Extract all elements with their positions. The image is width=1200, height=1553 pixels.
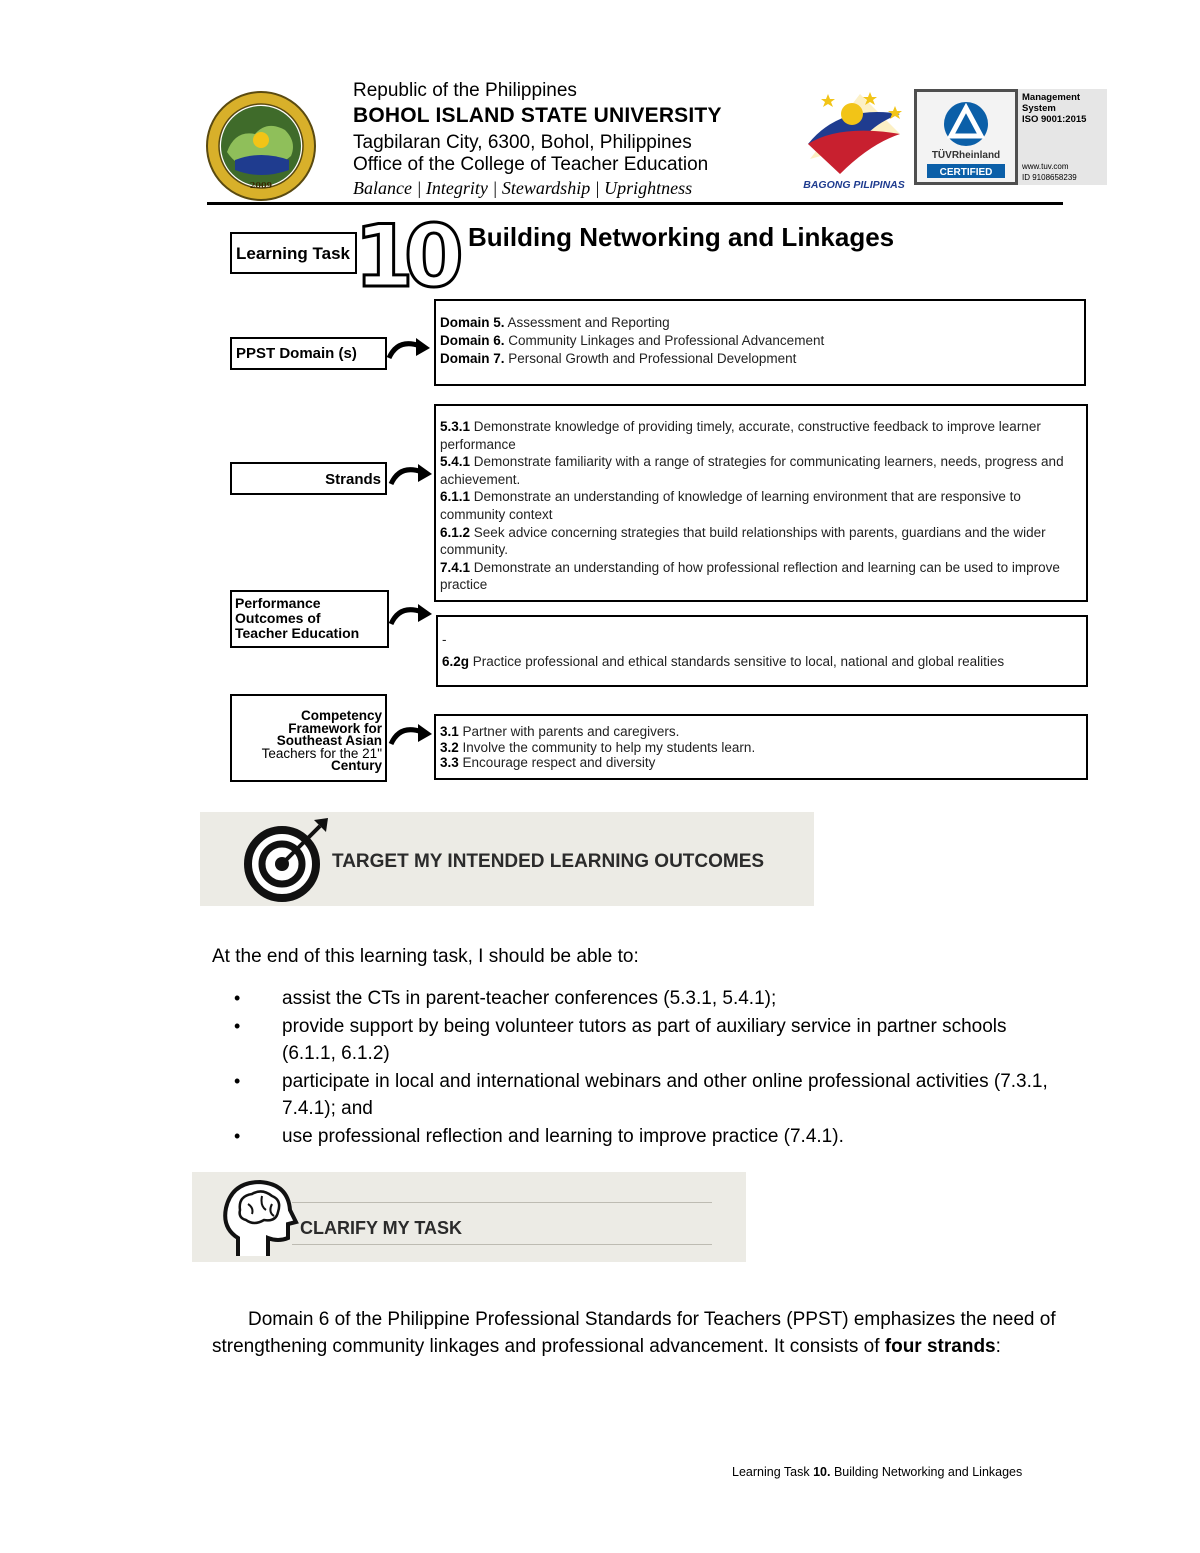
list-item: • participate in local and international webinars and other online professional activities (7.3.1, 7.4.1); and bbox=[232, 1068, 1062, 1122]
task-number-graphic bbox=[350, 214, 470, 294]
clarify-banner bbox=[192, 1172, 746, 1262]
clarify-banner-title: CLARIFY MY TASK bbox=[300, 1218, 463, 1238]
tuv-certification-badge bbox=[914, 89, 1018, 185]
competency-item: 3.2 Involve the community to help my students learn. bbox=[440, 739, 756, 755]
label-line: Framework for bbox=[288, 720, 382, 736]
label-line: Teacher Education bbox=[235, 625, 360, 641]
label-line: Competency bbox=[300, 708, 382, 723]
university-motto: Balance | Integrity | Stewardship | Uprightness bbox=[353, 178, 693, 198]
intro-text: At the end of this learning task, I should be able to: bbox=[212, 946, 639, 967]
curved-arrow-icon bbox=[388, 720, 434, 752]
label-line: Outcomes of bbox=[235, 610, 321, 626]
curved-arrow-icon bbox=[388, 460, 434, 492]
label-line: Southeast Asian bbox=[276, 733, 382, 748]
target-icon bbox=[242, 816, 332, 902]
university-address: Tagbilaran City, 6300, Bohol, Philippines bbox=[353, 132, 692, 153]
outcome-dash: - bbox=[442, 632, 447, 647]
management-system-panel bbox=[1018, 89, 1107, 185]
domain-paragraph: Domain 6 of the Philippine Professional Standards for Teachers (PPST) emphasizes the need of strengthening community linkages and professional advancement. It consists of four strands: bbox=[212, 1309, 1056, 1357]
tuv-triangle-icon bbox=[917, 92, 1015, 182]
strands-box bbox=[434, 404, 1088, 602]
curved-arrow-icon bbox=[386, 334, 432, 366]
mgmt-id: ID 9108658239 bbox=[1022, 173, 1077, 182]
ppst-domains-box bbox=[434, 299, 1086, 386]
mgmt-line: ISO 9001:2015 bbox=[1022, 114, 1087, 125]
page-footer: Learning Task 10. Building Networking and Linkages bbox=[732, 1465, 1023, 1479]
task-title: Building Networking and Linkages bbox=[468, 222, 895, 252]
list-item: • assist the CTs in parent-teacher conferences (5.3.1, 5.4.1); bbox=[232, 985, 1062, 1012]
head-brain-icon bbox=[218, 1176, 300, 1260]
label-line: Century bbox=[330, 758, 382, 773]
competency-item: 3.1 Partner with parents and caregivers. bbox=[440, 724, 680, 739]
target-banner-title: TARGET MY INTENDED LEARNING OUTCOMES bbox=[332, 851, 765, 872]
strand-item: 5.4.1 Demonstrate familiarity with a range of strategies for communicating learners, needs, progress and achievement. bbox=[440, 454, 1064, 487]
mgmt-line: Management bbox=[1022, 92, 1081, 103]
ppst-domain-item: Domain 5. Assessment and Reporting bbox=[440, 315, 670, 330]
strand-item: 7.4.1 Demonstrate an understanding of how professional reflection and learning can be used to improve practice bbox=[440, 559, 1060, 593]
ppst-domain-label: PPST Domain (s) bbox=[230, 337, 387, 370]
tuv-brand: TÜVRheinland bbox=[931, 150, 1001, 161]
list-item: • provide support by being volunteer tutors as part of auxiliary service in partner schools (6.1.1, 6.1.2) bbox=[232, 1013, 1062, 1067]
republic-text: Republic of the Philippines bbox=[353, 80, 577, 101]
label-line: Performance bbox=[235, 595, 321, 611]
performance-outcomes-label bbox=[230, 590, 389, 648]
university-name: BOHOL ISLAND STATE UNIVERSITY bbox=[353, 104, 722, 127]
seal-year: 2009 bbox=[249, 180, 273, 190]
bagong-pilipinas-text: BAGONG PILIPINAS bbox=[803, 179, 905, 191]
mgmt-url: www.tuv.com bbox=[1022, 162, 1069, 171]
competency-item: 3.3 Encourage respect and diversity bbox=[440, 755, 656, 770]
mgmt-line: System bbox=[1022, 103, 1056, 114]
bagong-pilipinas-logo bbox=[800, 84, 912, 194]
competency-framework-label bbox=[230, 694, 387, 782]
task-number: 10 bbox=[354, 214, 454, 294]
ppst-domain-item: Domain 7. Personal Growth and Professional Development bbox=[440, 351, 797, 366]
label-line: Teachers for the 21" bbox=[261, 745, 382, 761]
strands-label: Strands bbox=[230, 462, 387, 495]
header-divider bbox=[207, 202, 1063, 205]
office-name: Office of the College of Teacher Education bbox=[353, 154, 709, 175]
performance-outcome-box bbox=[436, 615, 1088, 687]
strand-item: 5.3.1 Demonstrate knowledge of providing timely, accurate, constructive feedback to improve learner performance bbox=[440, 419, 1041, 452]
learning-outcomes-list bbox=[232, 985, 1062, 1151]
strand-item: 6.1.2 Seek advice concerning strategies that build relationships with parents, guardians and the wider community. bbox=[440, 524, 1046, 558]
list-item: • use professional reflection and learning to improve practice (7.4.1). bbox=[232, 1123, 1062, 1150]
learning-task-label: Learning Task bbox=[230, 232, 357, 274]
ppst-domain-item: Domain 6. Community Linkages and Professional Advancement bbox=[440, 333, 825, 348]
university-seal-logo bbox=[205, 90, 317, 202]
outcome-item: 6.2g Practice professional and ethical standards sensitive to local, national and global realities bbox=[442, 654, 1005, 669]
curved-arrow-icon bbox=[388, 600, 434, 632]
tuv-certified: CERTIFIED bbox=[939, 167, 993, 178]
strand-item: 6.1.1 Demonstrate an understanding of knowledge of learning environment that are responsive to community context bbox=[440, 489, 1021, 522]
competency-box bbox=[434, 714, 1088, 780]
